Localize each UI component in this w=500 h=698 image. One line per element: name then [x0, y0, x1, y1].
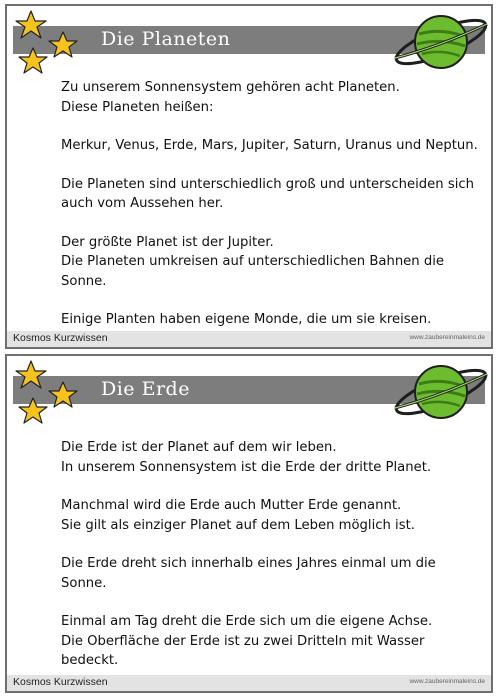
website-credit: www.zaubereinmaleins.de	[409, 678, 485, 685]
paragraph: Einige Planten haben eigene Monde, die um sie kreisen.	[61, 312, 432, 327]
paragraph: Zu unserem Sonnensystem gehören acht Planeten. Diese Planeten heißen:	[61, 80, 400, 115]
info-card-planeten	[5, 4, 493, 349]
paragraph: Manchmal wird die Erde auch Mutter Erde genannt. Sie gilt als einziger Planet auf dem Leben möglich ist.	[61, 498, 415, 533]
website-credit: www.zaubereinmaleins.de	[409, 334, 485, 341]
paragraph: Einmal am Tag dreht die Erde sich um die eigene Achse. Die Oberfläche der Erde ist zu zwei Dritteln mit Wasser bedeckt.	[61, 614, 433, 668]
paragraph: Die Planeten sind unterschiedlich groß und unterscheiden sich auch vom Aussehen her.	[61, 176, 474, 211]
info-card-erde	[5, 354, 493, 693]
footer-label: Kosmos Kurzwissen	[13, 676, 108, 688]
paragraph: Der größte Planet ist der Jupiter. Die Planeten umkreisen auf unterschiedlichen Bahnen die Sonne.	[61, 234, 444, 289]
paragraph: Merkur, Venus, Erde, Mars, Jupiter, Saturn, Uranus und Neptun.	[61, 138, 478, 153]
footer-label: Kosmos Kurzwissen	[13, 332, 108, 344]
stars-icon	[11, 358, 91, 428]
footer-bar	[7, 331, 491, 347]
planet-icon	[389, 356, 491, 426]
paragraph: Die Erde dreht sich innerhalb eines Jahres einmal um die Sonne.	[61, 556, 436, 591]
paragraph: Die Erde ist der Planet auf dem wir leben. In unserem Sonnensystem ist die Erde der dritte Planet.	[61, 440, 432, 475]
footer-bar	[7, 675, 491, 691]
card-body	[61, 438, 483, 690]
card-title: Die Erde	[101, 378, 190, 400]
card-title: Die Planeten	[101, 28, 231, 50]
stars-icon	[11, 8, 91, 78]
planet-icon	[389, 6, 491, 76]
card-body	[61, 78, 483, 349]
